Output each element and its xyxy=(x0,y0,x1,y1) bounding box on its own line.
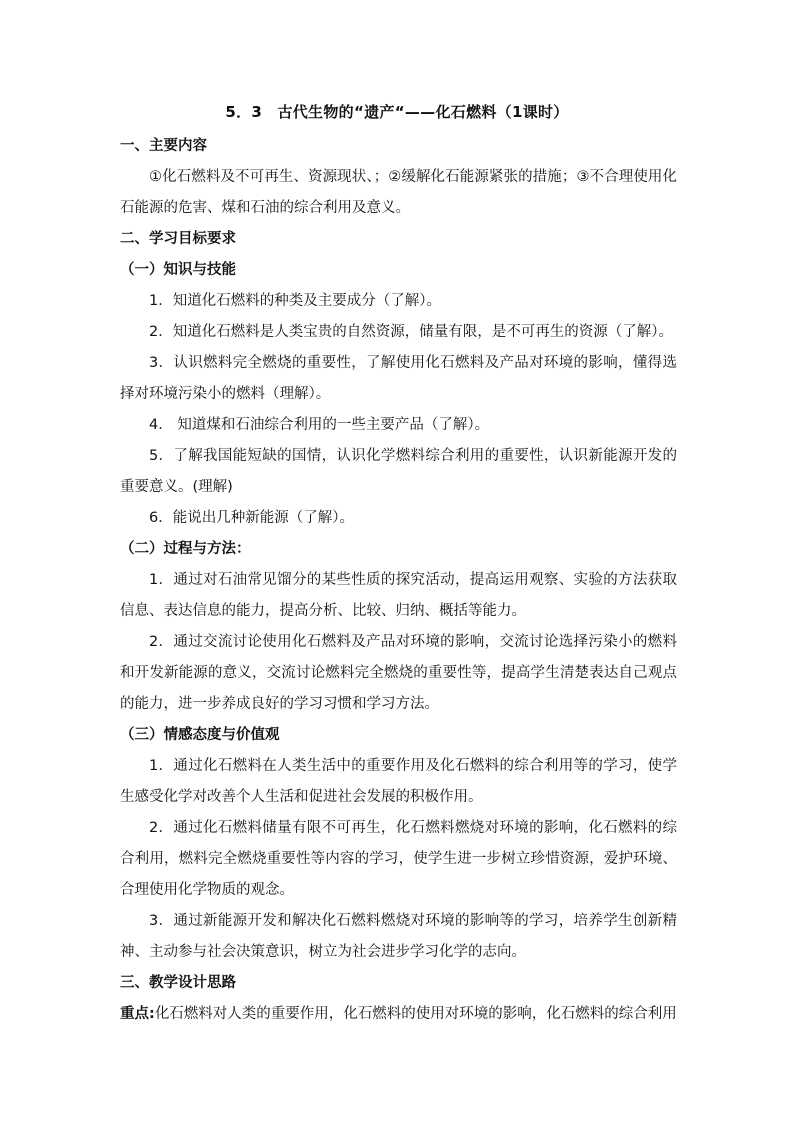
knowledge-item-3: 3．认识燃料完全燃烧的重要性，了解使用化石燃料及产品对环境的影响，懂得选择对环境污染小的燃料（理解）。 xyxy=(120,355,677,402)
process-item-1: 1．通过对石油常见馏分的某些性质的探究活动，提高运用观察、实验的方法获取信息、表达信息的能力，提高分析、比较、归纳、概括等能力。 xyxy=(120,572,677,619)
subsection-heading-attitude: （三）情感态度与价值观 xyxy=(120,727,280,743)
section-heading-main-content: 一、主要内容 xyxy=(120,138,207,154)
section-heading-design: 三、教学设计思路 xyxy=(120,975,236,991)
subsection-heading-process: （二）过程与方法： xyxy=(120,541,251,557)
attitude-item-1: 1．通过化石燃料在人类生活中的重要作用及化石燃料的综合利用等的学习，使学生感受化学对改善个人生活和促进社会发展的积极作用。 xyxy=(120,758,677,805)
key-points-label: 重点: xyxy=(120,1006,155,1022)
subsection-heading-knowledge: （一）知识与技能 xyxy=(120,262,236,278)
attitude-item-2: 2．通过化石燃料储量有限不可再生，化石燃料燃烧对环境的影响，化石燃料的综合利用，燃料完全燃烧重要性等内容的学习，使学生进一步树立珍惜资源，爱护环境、合理使用化学物质的观念。 xyxy=(120,820,677,898)
key-points-line xyxy=(120,999,677,1030)
main-content-paragraph: ①化石燃料及不可再生、资源现状、；②缓解化石能源紧张的措施；③不合理使用化石能源的危害、煤和石油的综合利用及意义。 xyxy=(120,169,677,216)
knowledge-item-5: 5．了解我国能短缺的国情，认识化学燃料综合利用的重要性，认识新能源开发的重要意义。(理解) xyxy=(120,448,677,495)
attitude-item-3: 3．通过新能源开发和解决化石燃料燃烧对环境的影响等的学习，培养学生创新精神、主动参与社会决策意识，树立为社会进步学习化学的志向。 xyxy=(120,913,677,960)
section-heading-objectives: 二、学习目标要求 xyxy=(120,231,236,247)
knowledge-item-6: 6．能说出几种新能源（了解）。 xyxy=(149,510,354,526)
process-item-2: 2．通过交流讨论使用化石燃料及产品对环境的影响，交流讨论选择污染小的燃料和开发新能源的意义，交流讨论燃料完全燃烧的重要性等，提高学生清楚表达自己观点的能力，进一步养成良好的学习习惯和学习方法。 xyxy=(120,634,677,712)
knowledge-item-2: 2．知道化石燃料是人类宝贵的自然资源，储量有限，是不可再生的资源（了解）。 xyxy=(149,324,673,340)
document-title: 5．3 古代生物的“遗产“——化石燃料（1课时） xyxy=(225,103,569,121)
key-points-text: 化石燃料对人类的重要作用，化石燃料的使用对环境的影响，化石燃料的综合利用 xyxy=(154,1006,677,1022)
document-body xyxy=(120,131,677,1030)
knowledge-item-1: 1．知道化石燃料的种类及主要成分（了解）。 xyxy=(149,293,441,309)
knowledge-item-4: 4． 知道煤和石油综合利用的一些主要产品（了解）。 xyxy=(149,417,490,433)
